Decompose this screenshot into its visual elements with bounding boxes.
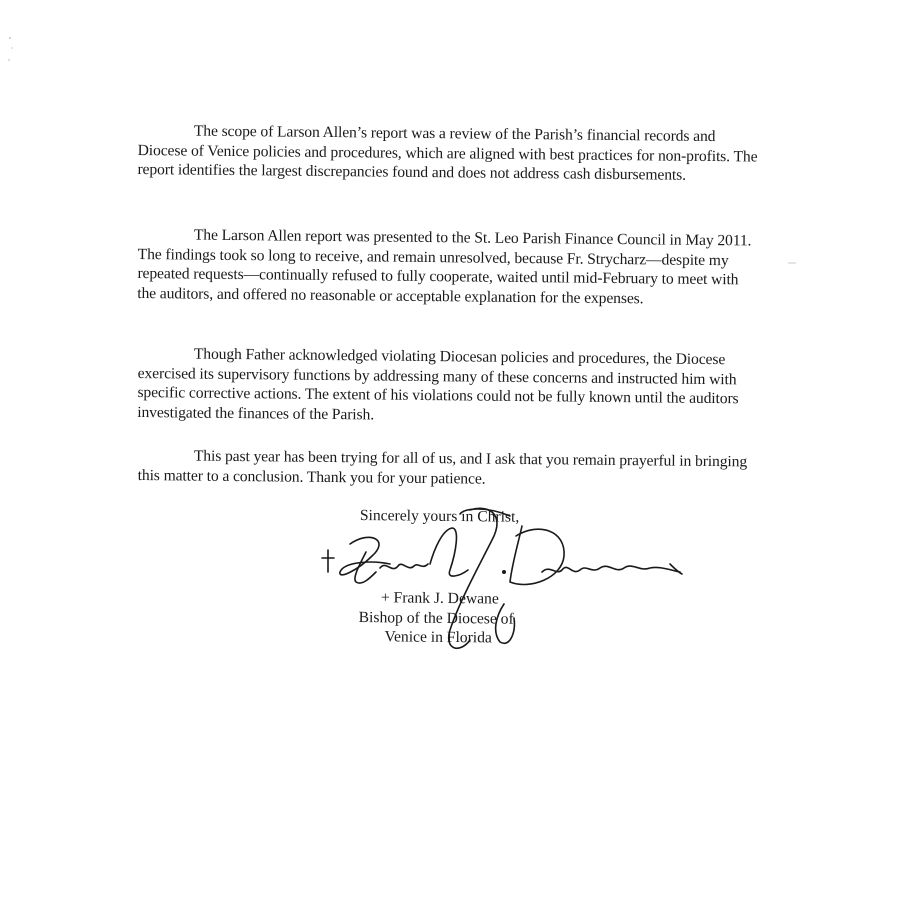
paragraph-1: The scope of Larson Allen’s report was a review of the Parish’s financial records and Diocese of Venice policies and procedures, which are aligned with best practices for non-profits. The report identifies the largest discrepancies found and does not address cash disbursements. [137, 122, 758, 184]
signer-title-line2: Venice in Florida [384, 628, 492, 647]
signer-name: + Frank J. Dewane [380, 589, 499, 608]
paragraph-2: The Larson Allen report was presented to the St. Leo Parish Finance Council in May 2011. The findings took so long to receive, and remain unresolved, because Fr. Strycharz—despite my repeated requests—continually refused to fully cooperate, waited until mid-February to meet with the auditors, and offered no reasonable or acceptable explanation for the expenses. [137, 226, 752, 307]
paragraph-4: This past year has been trying for all of us, and I ask that you remain prayerful in bringing this matter to a conclusion. Thank you for your patience. [137, 447, 748, 488]
closing-salutation: Sincerely yours in Christ, [359, 506, 520, 526]
signer-title-line1: Bishop of the Diocese of [358, 608, 514, 628]
handwritten-signature [310, 500, 690, 660]
paragraph-3: Though Father acknowledged violating Diocesan policies and procedures, the Diocese exercised its supervisory functions by addressing many of these concerns and instructed him with specific corrective actions. The extent of his violations could not be fully known until the auditors investigated the finances of the Parish. [137, 345, 739, 423]
